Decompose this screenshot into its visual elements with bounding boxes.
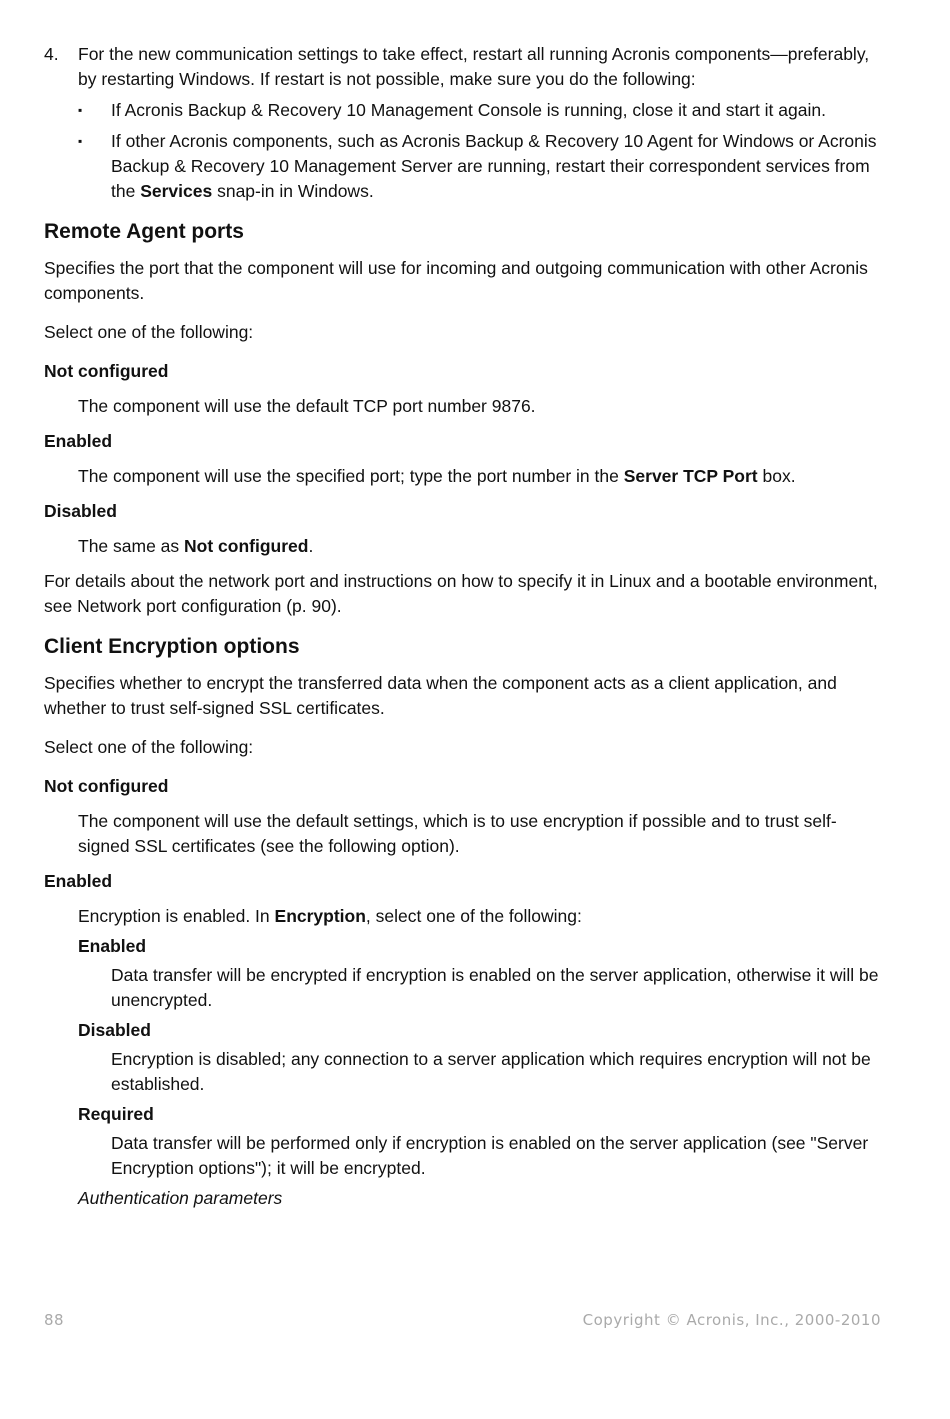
numbered-step	[44, 42, 884, 92]
option-definition	[78, 464, 884, 489]
details-paragraph: For details about the network port and instructions on how to specify it in Linux and a bootable environment, see Network port configuration (p. 90).	[44, 571, 878, 616]
page-number: 88	[44, 1311, 65, 1329]
sub-option-term: Enabled	[78, 936, 147, 956]
bullet-square-icon: ▪	[78, 103, 83, 117]
sub-option-definition: Encryption is disabled; any connection to a server application which requires encryption will not be established.	[111, 1049, 871, 1094]
text-run: If other Acronis components, such as Acronis Backup & Recovery 10 Agent for Windows or Acronis Backup & Recovery 10 Management Server are running, restart their correspondent services from the	[111, 131, 877, 201]
encryption-emphasis: Encryption	[274, 906, 366, 926]
section-description: Specifies the port that the component will use for incoming and outgoing communication with other Acronis components.	[44, 258, 868, 303]
services-emphasis: Services	[140, 181, 213, 201]
text-run: box.	[757, 466, 796, 486]
text-run: snap-in in Windows.	[212, 181, 374, 201]
option-term: Enabled	[44, 871, 113, 891]
section-heading-client-encryption: Client Encryption options	[44, 635, 300, 658]
text-run: The component will use the specified port; type the port number in the	[78, 466, 624, 486]
bullet-text	[111, 129, 884, 204]
select-instruction: Select one of the following:	[44, 322, 254, 342]
server-tcp-port-emphasis: Server TCP Port	[623, 466, 758, 486]
sub-option-definition: Data transfer will be performed only if encryption is enabled on the server application (see "Server Encryption options"); it will be encrypted.	[111, 1133, 869, 1178]
bullet-item	[78, 129, 884, 204]
document-page	[44, 42, 884, 1211]
option-definition: The component will use the default settings, which is to use encryption if possible and to trust self-signed SSL certificates (see the following option).	[78, 811, 837, 856]
text-run: Encryption is enabled. In	[78, 906, 275, 926]
sub-option-term: Required	[78, 1104, 154, 1124]
text-run: , select one of the following:	[365, 906, 582, 926]
step-number: 4.	[44, 44, 59, 64]
text-run: .	[308, 536, 314, 556]
section-description: Specifies whether to encrypt the transferred data when the component acts as a client application, and whether to trust self-signed SSL certificates.	[44, 673, 837, 718]
sub-option-term: Disabled	[78, 1020, 151, 1040]
page-footer	[44, 1308, 881, 1333]
option-definition	[78, 904, 884, 929]
option-term: Disabled	[44, 501, 117, 521]
section-heading-remote-agent-ports: Remote Agent ports	[44, 220, 244, 243]
option-definition	[78, 534, 884, 559]
option-definition: The component will use the default TCP port number 9876.	[78, 396, 536, 416]
option-term: Enabled	[44, 431, 113, 451]
option-term: Not configured	[44, 361, 169, 381]
bullet-text: If Acronis Backup & Recovery 10 Management Console is running, close it and start it again.	[111, 100, 826, 120]
not-configured-emphasis: Not configured	[184, 536, 309, 556]
bullet-square-icon: ▪	[78, 134, 83, 148]
bullet-item	[78, 98, 884, 123]
step-text: For the new communication settings to take effect, restart all running Acronis components—preferably, by restarting Windows. If restart is not possible, make sure you do the following:	[78, 44, 870, 89]
authentication-parameters-label: Authentication parameters	[78, 1188, 283, 1208]
option-term: Not configured	[44, 776, 169, 796]
copyright-notice: Copyright © Acronis, Inc., 2000-2010	[582, 1311, 881, 1329]
select-instruction: Select one of the following:	[44, 737, 254, 757]
text-run: The same as	[78, 536, 185, 556]
sub-option-definition: Data transfer will be encrypted if encryption is enabled on the server application, otherwise it will be unencrypted.	[111, 965, 879, 1010]
bullet-list	[78, 98, 884, 204]
